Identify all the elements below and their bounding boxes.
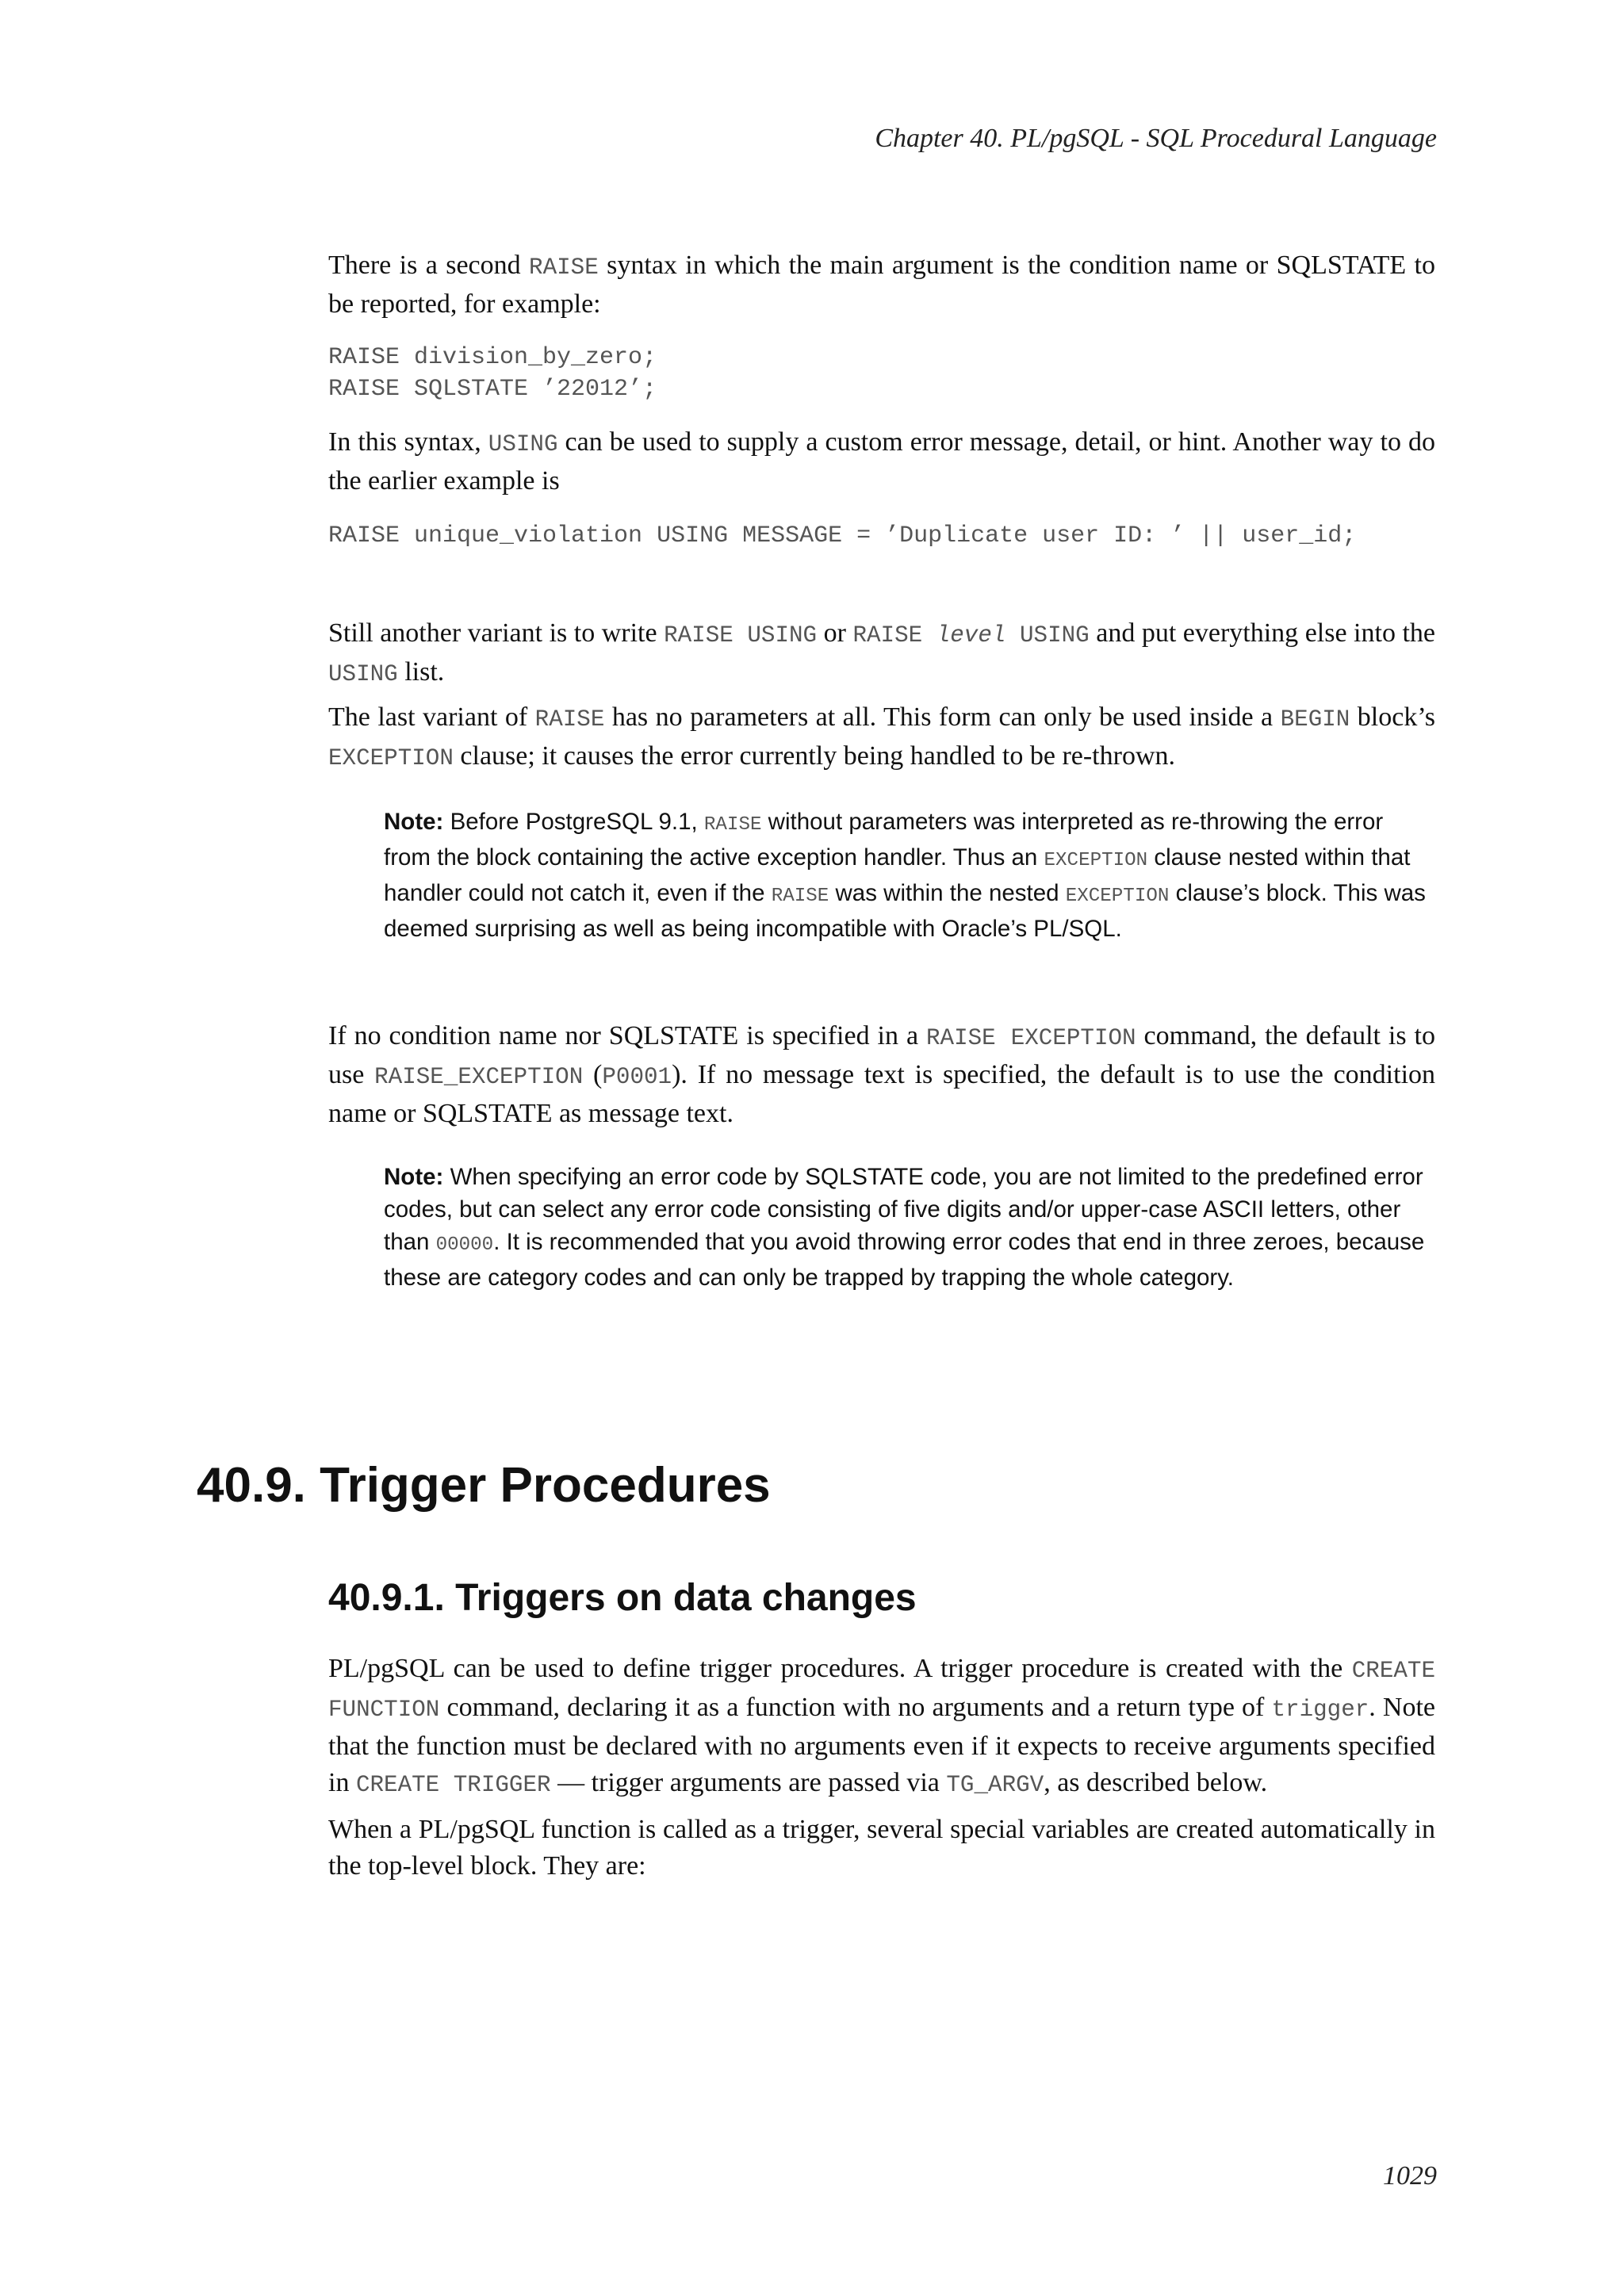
section-body (328, 1651, 1435, 1885)
code-inline: CREATE TRIGGER (355, 1772, 551, 1798)
code-inline: RAISE_EXCEPTION (374, 1064, 584, 1090)
code-inline: RAISE (529, 254, 599, 281)
code-inline: USING (488, 431, 558, 457)
code-inline: EXCEPTION (328, 745, 454, 771)
text: list. (397, 657, 445, 687)
paragraph-raise-syntax (328, 247, 1435, 323)
paragraph-using-syntax (328, 424, 1435, 499)
code-inline: TG_ARGV (946, 1772, 1044, 1798)
text: Still another variant is to write (328, 618, 665, 648)
code-block-unique-violation (328, 520, 1435, 552)
text: clause; it causes the error currently being handled to be re-thrown. (453, 741, 1176, 771)
note-sqlstate (384, 1161, 1435, 1294)
text: — trigger arguments are passed via (550, 1768, 947, 1797)
text: , as described below. (1044, 1768, 1268, 1797)
text: When specifying an error code by SQLSTATE code, you are not limited to the predefined error codes, but can select any error code consisting of five digits and/or upper-case ASCII letters, other than (384, 1164, 1423, 1255)
code-line: RAISE division_by_zero; (328, 344, 657, 371)
code-inline: RAISE EXCEPTION (926, 1025, 1136, 1051)
text: without parameters was interpreted as re-throwing the error from the block containing the active exception handler. Thus an (384, 809, 1384, 871)
code-inline: RAISE USING (664, 622, 818, 649)
page-number: 1029 (1383, 2161, 1437, 2191)
code-inline-italic: level (936, 622, 1006, 649)
text: command, the default is to use (328, 1021, 1436, 1089)
text: The last variant of (328, 702, 535, 732)
text: ). If no message text is specified, the default is to use the condition name or SQLSTATE as message text. (328, 1060, 1436, 1128)
code-inline: USING (1005, 622, 1090, 649)
note-label: Note: (384, 809, 444, 835)
code-inline: RAISE (771, 886, 829, 907)
text: syntax in which the main argument is the condition name or SQLSTATE to be reported, for example: (328, 251, 1435, 319)
page-body (328, 238, 1435, 1294)
text: was within the nested (829, 880, 1066, 906)
note-label: Note: (384, 1164, 444, 1190)
code-inline: USING (328, 661, 398, 687)
running-header: Chapter 40. PL/pgSQL - SQL Procedural Language (875, 124, 1437, 153)
code-inline: CREATE FUNCTION (328, 1658, 1435, 1723)
text: clause’s block. This was deemed surprising as well as being incompatible with Oracle’s PL/SQL. (384, 880, 1426, 942)
code-line: RAISE SQLSTATE ’22012’; (328, 376, 657, 403)
code-line: RAISE unique_violation USING MESSAGE = ’Duplicate user ID: ’ || user_id; (328, 522, 1357, 549)
text: PL/pgSQL can be used to define trigger procedures. A trigger procedure is created with the (328, 1654, 1352, 1683)
text: block’s (1350, 702, 1436, 732)
paragraph-trigger-procedures (328, 1651, 1435, 1804)
text: or (817, 618, 853, 648)
code-block-raise-examples (328, 342, 1435, 405)
paragraph-last-variant (328, 699, 1435, 777)
code-inline: RAISE (703, 814, 762, 836)
text: If no condition name nor SQLSTATE is specified in a (328, 1021, 926, 1050)
text: ( (583, 1060, 603, 1089)
code-inline: EXCEPTION (1065, 886, 1170, 907)
section-heading: 40.9. Trigger Procedures (197, 1458, 771, 1513)
note-pre-91 (384, 806, 1435, 945)
code-inline: BEGIN (1280, 706, 1350, 733)
text: can be used to supply a custom error message, detail, or hint. Another way to do the earlier example is (328, 427, 1435, 496)
text: Before PostgreSQL 9.1, (443, 809, 704, 835)
paragraph-raise-using-variant (328, 615, 1435, 693)
text: When a PL/pgSQL function is called as a trigger, several special variables are created automatically in the top-level block. They are: (328, 1815, 1435, 1881)
text: . Note that the function must be declared with no arguments even if it expects to receive arguments specified in (328, 1693, 1436, 1797)
paragraph-default-condition (328, 1018, 1435, 1132)
text: In this syntax, (328, 427, 488, 457)
text: and put everything else into the (1089, 618, 1436, 648)
code-inline: RAISE (534, 706, 605, 733)
code-inline: 00000 (435, 1234, 494, 1256)
text: has no parameters at all. This form can only be used inside a (604, 702, 1281, 732)
subsection-heading: 40.9.1. Triggers on data changes (328, 1577, 917, 1619)
paragraph-special-variables (328, 1812, 1435, 1885)
text: clause nested within that handler could not catch it, even if the (384, 844, 1411, 906)
text: command, declaring it as a function with no arguments and a return type of (439, 1693, 1272, 1722)
code-inline: trigger (1271, 1697, 1369, 1723)
text: . It is recommended that you avoid throwing error codes that end in three zeroes, because these are category codes and can only be trapped by trapping the whole category. (384, 1229, 1425, 1291)
code-inline: EXCEPTION (1044, 850, 1148, 871)
text: There is a second (328, 251, 530, 280)
code-inline: P0001 (602, 1064, 672, 1090)
code-inline: RAISE (852, 622, 936, 649)
